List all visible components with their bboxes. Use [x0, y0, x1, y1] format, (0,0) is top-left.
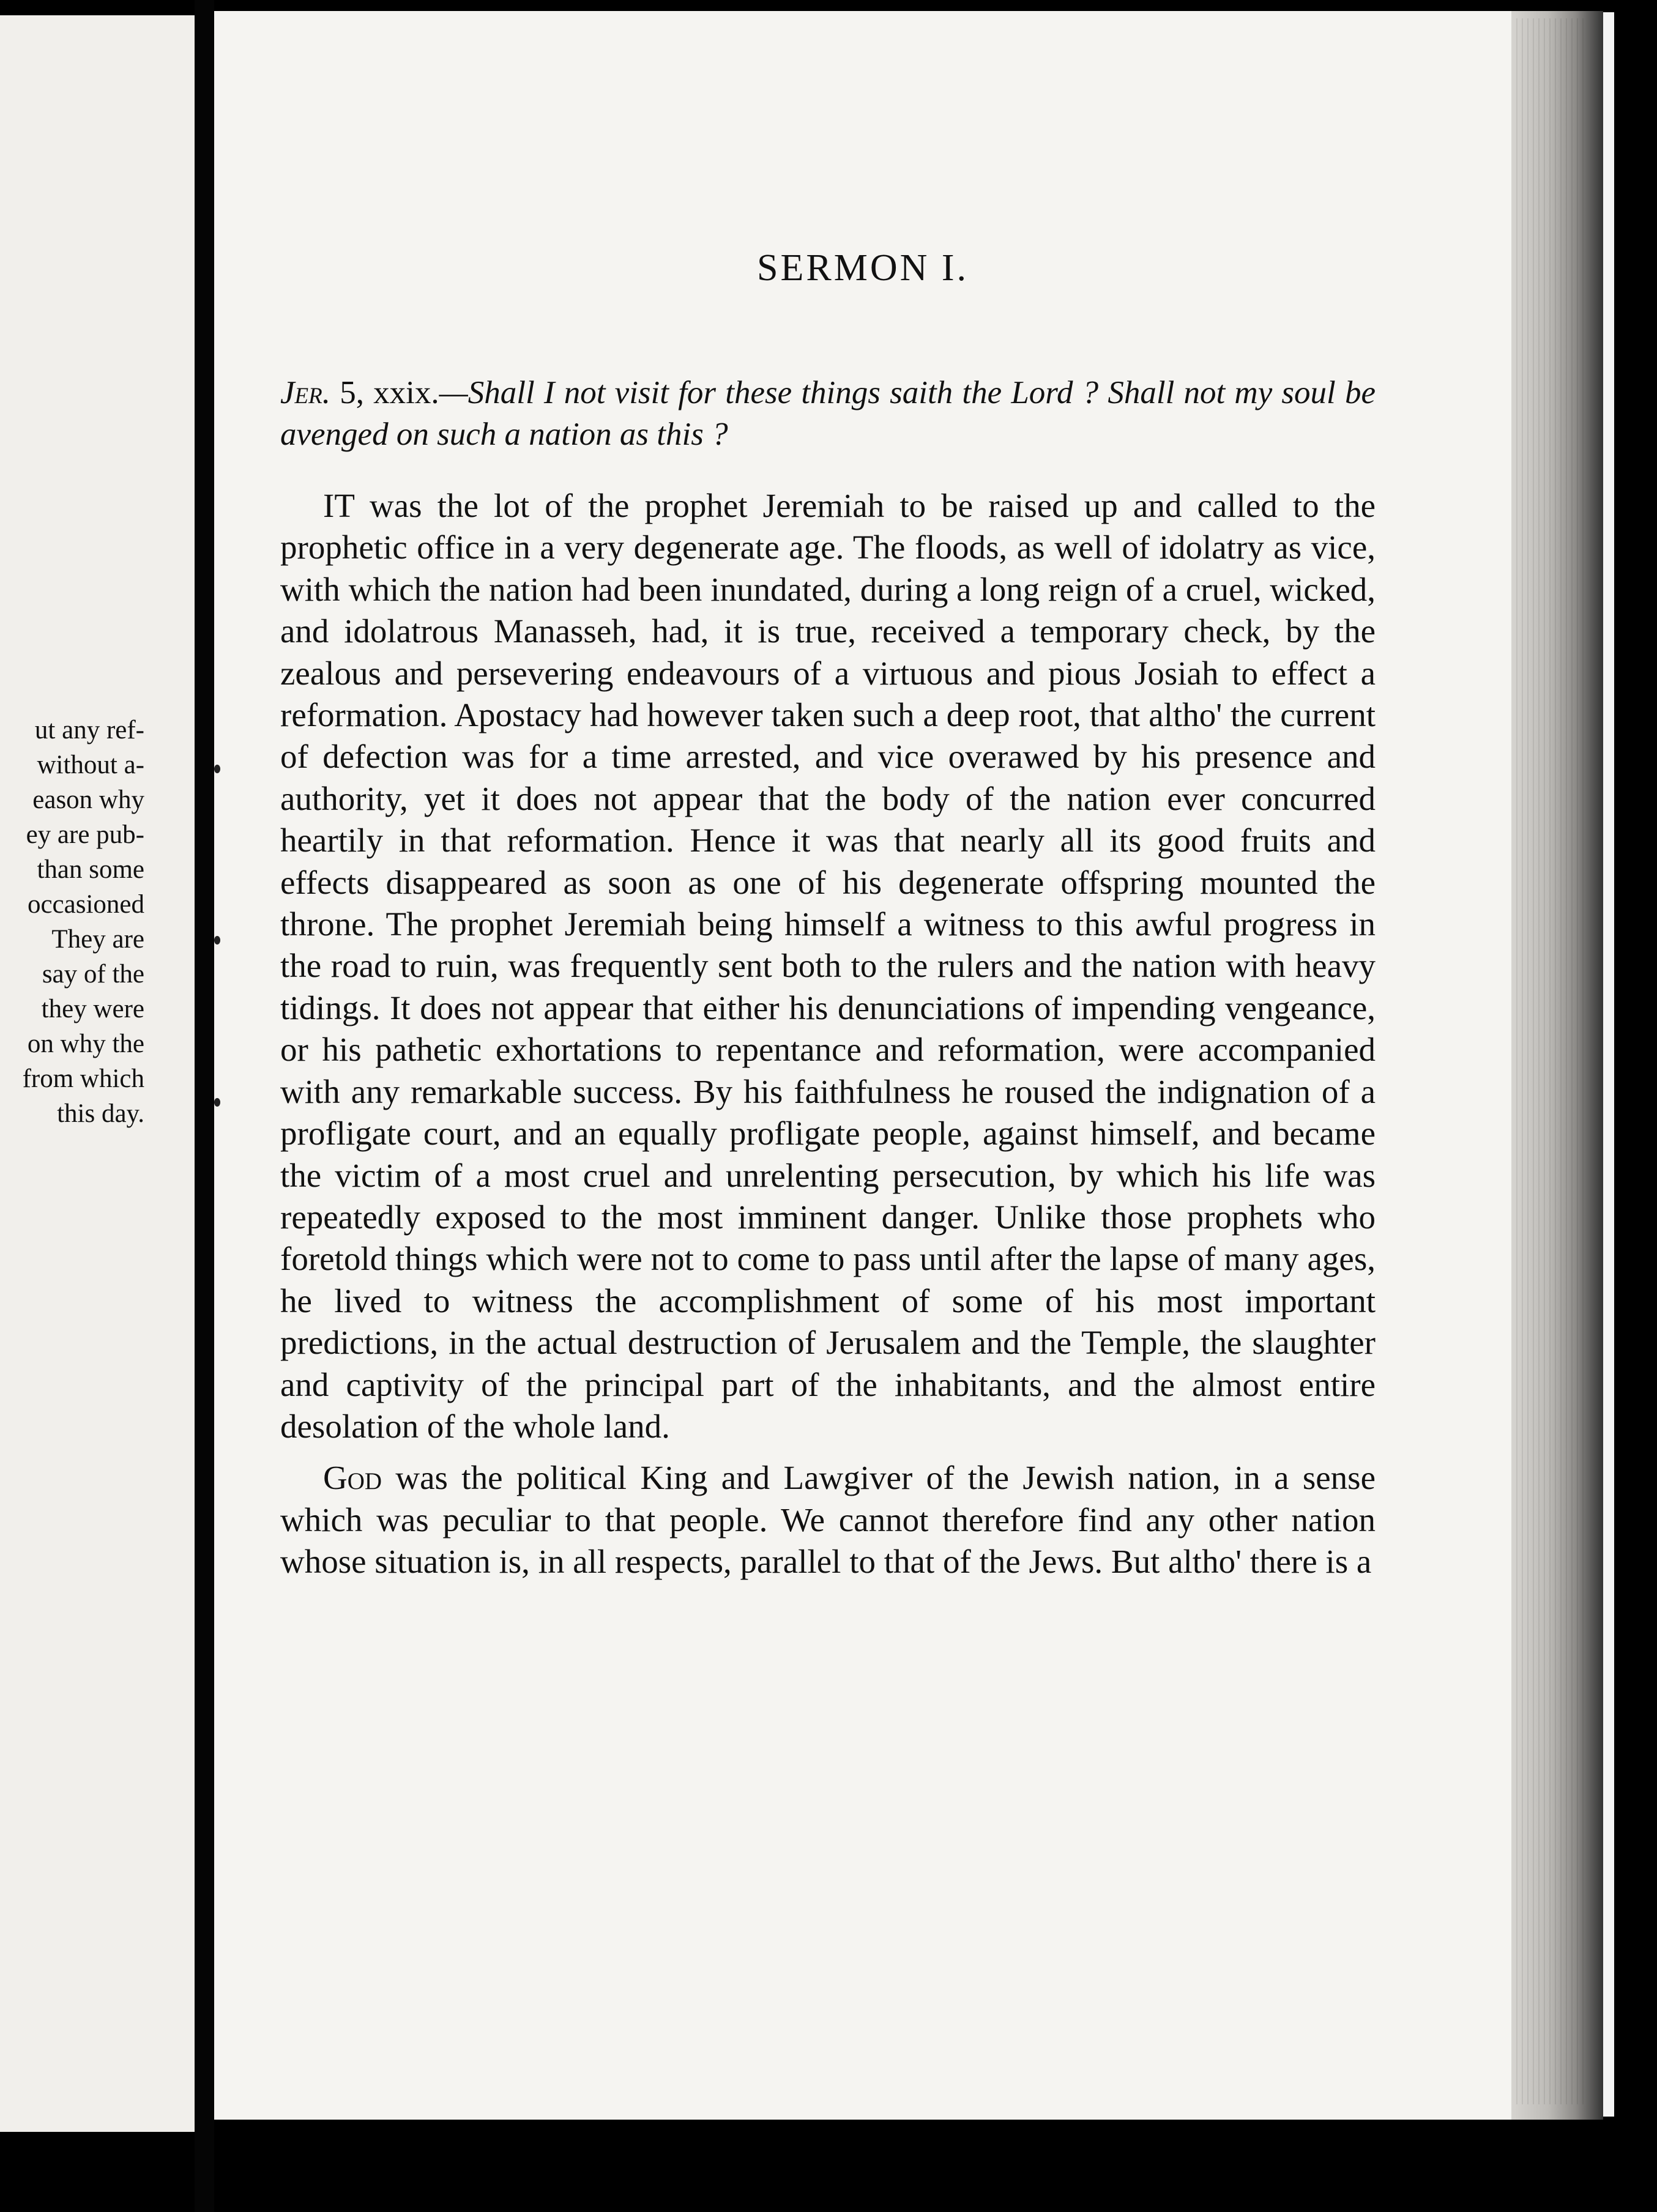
page-edge-highlight: [1603, 12, 1614, 2117]
epigraph-reference: Jer.: [280, 375, 330, 410]
epigraph-number: 5, xxix.: [340, 375, 439, 410]
paragraph-text: was the political King and Lawgiver of the Jewish nation, in a sense which was peculiar to that people. We cannot therefore find any other nation whose situation is, in all respects, parallel to that of the Jews. But altho' there is a: [280, 1459, 1376, 1581]
epigraph-text: —Shall I not visit for these things saith the Lord ? Shall not my soul be avenged on such a nation as this ?: [280, 375, 1376, 452]
body-text: [280, 485, 1376, 1593]
left-line: occasioned: [27, 890, 144, 919]
main-page: [214, 11, 1511, 2120]
page-edge-stack: [1516, 18, 1584, 2104]
paragraph-lead-word: God: [323, 1459, 382, 1497]
left-line: from which: [22, 1064, 144, 1093]
left-line: ey are pub-: [26, 820, 144, 849]
left-line: say of the: [42, 960, 144, 989]
page-gutter: [195, 0, 214, 2212]
left-line: They are: [51, 925, 144, 954]
binding-mark: [214, 1098, 220, 1107]
epigraph: [280, 372, 1376, 455]
left-facing-page: [0, 15, 195, 2132]
binding-mark: [214, 765, 220, 773]
left-line: they were: [41, 995, 144, 1023]
left-line: eason why: [32, 785, 144, 814]
page-heading: SERMON I.: [756, 247, 969, 289]
paragraph-2: [280, 1457, 1376, 1583]
paragraph-1: [280, 485, 1376, 1447]
left-line: without a-: [37, 751, 144, 779]
left-line: than some: [37, 855, 144, 884]
left-page-text-fragment: [0, 713, 144, 1131]
left-line: this day.: [57, 1099, 144, 1128]
binding-mark: [214, 936, 220, 945]
paragraph-text: IT was the lot of the prophet Jeremiah to be raised up and called to the prophetic office in a very degenerate age. The floods, as well of idolatry as vice, with which the nation had been inundated, during a long reign of a cruel, wicked, and idolatrous Manasseh, had, it is true, received a temporary check, by the zealous and persevering endeavours of a virtuous and pious Josiah to effect a reformation. Apostacy had however taken such a deep root, that altho' the current of defection was for a time arrested, and vice overawed by his presence and authority, yet it does not appear that the body of the nation ever concurred heartily in that reformation. Hence it was that nearly all its good fruits and effects disappeared as soon as one of his degenerate offspring mounted the throne. The prophet Jeremiah being himself a witness to this awful progress in the road to ruin, was frequently sent both to the rulers and the nation with heavy tidings. It does not appear that either his denunciations of impending vengeance, or his pathetic exhortations to repentance and reformation, were accompanied with any remarkable success. By his faithfulness he roused the indignation of a profligate court, and an equally profligate people, against himself, and became the victim of a most cruel and unrelenting persecution, by which his life was repeatedly exposed to the most imminent danger. Unlike those prophets who foretold things which were not to come to pass until after the lapse of many ages, he lived to witness the accomplishment of some of his most important predictions, in the actual destruction of Jerusalem and the Temple, the slaughter and captivity of the principal part of the inhabitants, and the almost entire desolation of the whole land.: [280, 487, 1376, 1445]
left-line: ut any ref-: [34, 716, 144, 744]
left-line: on why the: [27, 1030, 144, 1058]
